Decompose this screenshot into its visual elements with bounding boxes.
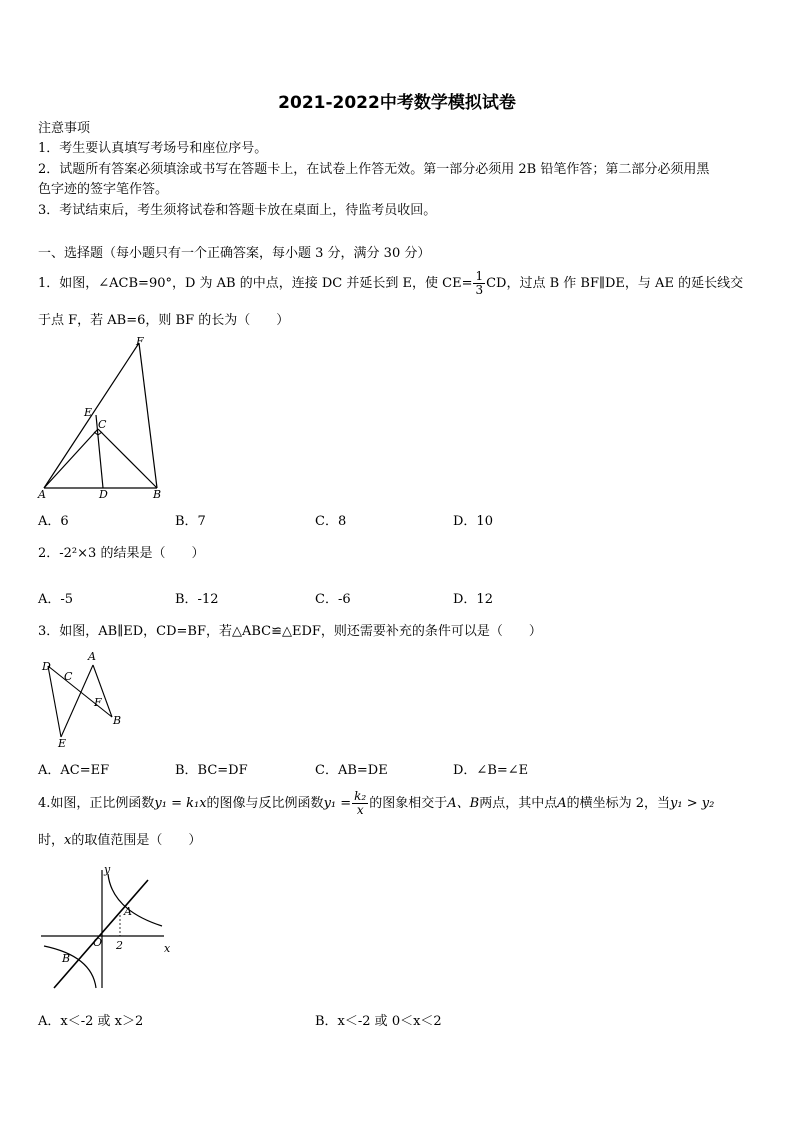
q1-option-c[interactable]: C．8	[315, 514, 347, 529]
q4-formula-inverse-lhs: y₁ =	[323, 796, 352, 811]
q4-figure	[36, 860, 186, 995]
q2-option-d[interactable]: D．12	[453, 592, 493, 607]
segment-fb	[139, 343, 157, 488]
q4-stem-line2	[38, 831, 201, 851]
label-b: B	[113, 714, 122, 727]
label-y: y	[104, 863, 111, 876]
q4-text-c: 的图象相交于	[369, 796, 448, 811]
note-item: 1．考生要认真填写考场号和座位序号。	[38, 141, 268, 156]
segment-cb	[98, 429, 157, 488]
q4-formula-direct: y₁ = k₁x	[154, 796, 207, 811]
q4-text-d: 两点，其中点	[479, 796, 558, 811]
direct-proportion-line	[54, 880, 148, 988]
q3-option-a[interactable]: A．AC=EF	[38, 763, 110, 778]
q1-stem-line2: 于点 F，若 AB=6，则 BF 的长为（ ）	[38, 313, 290, 328]
q3-figure	[36, 648, 136, 752]
label-f: F	[136, 335, 144, 348]
q4-fraction	[352, 790, 368, 817]
label-o: O	[93, 936, 103, 949]
q4-text-e: 的横坐标为 2，当	[566, 796, 671, 811]
label-d: D	[42, 660, 51, 673]
section-heading: 一、选择题（每小题只有一个正确答案，每小题 3 分，满分 30 分）	[38, 246, 431, 261]
q4-stem-line1	[38, 786, 714, 822]
q1-option-b[interactable]: B．7	[175, 514, 206, 529]
hyperbola-branch-1	[108, 874, 162, 926]
q4-option-b[interactable]: B．x＜-2 或 0＜x＜2	[315, 1014, 442, 1029]
note-item: 色字迹的签字笔作答。	[38, 182, 169, 197]
label-c: C	[98, 418, 107, 431]
page-title: 2021-2022中考数学模拟试卷	[278, 93, 516, 113]
label-b: B	[62, 952, 71, 965]
q2-option-c[interactable]: C．-6	[315, 592, 351, 607]
label-a: A	[88, 650, 96, 663]
q1-figure	[36, 334, 176, 504]
q4-text-a: 4.如图，正比例函数	[38, 796, 155, 811]
label-e: E	[58, 737, 67, 750]
label-a: A	[38, 488, 46, 501]
q3-stem: 3．如图，AB∥ED，CD=BF，若△ABC≌△EDF，则还需要补充的条件可以是（ ）	[38, 624, 542, 639]
q4-points-ab: A、B	[447, 796, 480, 811]
fraction-numerator: k₂	[354, 789, 367, 803]
q2-stem: 2．-2²×3 的结果是（ ）	[38, 546, 205, 561]
note-item: 3．考试结束后，考生须将试卷和答题卡放在桌面上，待监考员收回。	[38, 203, 437, 218]
q2-option-a[interactable]: A．-5	[38, 592, 74, 607]
q4-option-a[interactable]: A．x＜-2 或 x＞2	[38, 1014, 144, 1029]
label-a: A	[124, 905, 132, 918]
q1-option-d[interactable]: D．10	[453, 514, 493, 529]
q1-text-a: 1．如图，∠ACB=90°，D 为 AB 的中点，连接 DC 并延长到 E，使 CE=	[38, 276, 473, 291]
q1-text-b: CD，过点 B 作 BF∥DE，与 AE 的延长线交	[486, 276, 744, 291]
segment-ac	[44, 429, 98, 488]
q3-option-b[interactable]: B．BC=DF	[175, 763, 248, 778]
fraction-numerator: 1	[475, 269, 484, 283]
label-c: C	[64, 670, 73, 683]
note-item: 2．试题所有答案必须填涂或书写在答题卡上，在试卷上作答无效。第一部分必须用 2B 铅笔作答；第二部分必须用黑	[38, 162, 710, 177]
q2-option-b[interactable]: B．-12	[175, 592, 219, 607]
q1-fraction	[473, 270, 485, 297]
fraction-denominator: x	[356, 803, 364, 817]
q4-condition: y₁ > y₂	[670, 796, 715, 811]
q1-option-a[interactable]: A．6	[38, 514, 69, 529]
q1-stem-line1	[38, 266, 743, 302]
q3-option-c[interactable]: C．AB=DE	[315, 763, 388, 778]
label-f: F	[94, 696, 102, 709]
q4-text-f: 时，	[38, 833, 65, 848]
label-x: x	[164, 942, 171, 955]
label-2: 2	[116, 939, 123, 952]
q3-option-d[interactable]: D．∠B=∠E	[453, 763, 529, 778]
fraction-denominator: 3	[475, 283, 484, 297]
q4-text-g: 的取值范围是（ ）	[71, 833, 202, 848]
q4-variable-x: x	[64, 833, 72, 848]
label-b: B	[153, 488, 162, 501]
segment-de	[48, 666, 61, 737]
q4-point-a: A	[557, 796, 567, 811]
label-e: E	[84, 406, 93, 419]
notes-heading: 注意事项	[38, 121, 91, 136]
label-d: D	[99, 488, 108, 501]
q4-text-b: 的图像与反比例函数	[206, 796, 324, 811]
